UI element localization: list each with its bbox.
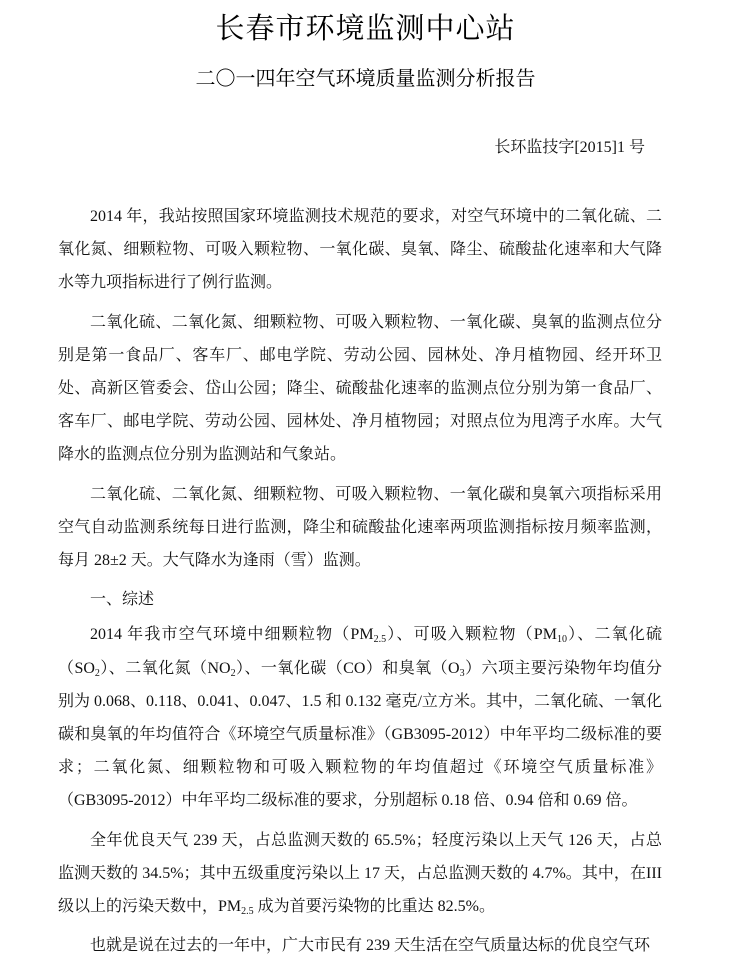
text-segment: ）、二氧化氮（NO <box>99 659 231 677</box>
document-subtitle: 二〇一四年空气环境质量监测分析报告 <box>195 66 536 90</box>
section-heading-summary: 一、综述 <box>90 591 155 609</box>
paragraph-annual-averages <box>58 618 662 817</box>
text-segment: ）、可吸入颗粒物（PM <box>386 626 557 644</box>
paragraph-conclusion: 也就是说在过去的一年中，广大市民有 239 天生活在空气质量达标的优良空气环 <box>90 937 651 955</box>
paragraph-monitoring-sites: 二氧化硫、二氧化氮、细颗粒物、可吸入颗粒物、一氧化碳、臭氧的监测点位分别是第一食品厂、客车厂、邮电学院、劳动公园、园林处、净月植物园、经开环卫处、高新区管委会、岱山公园；降尘、硫酸盐化速率的监测点位分别为第一食品厂、客车厂、邮电学院、劳动公园、园林处、净月植物园；对照点位为甩湾子水库。大气降水的监测点位分别为监测站和气象站。 <box>58 313 662 464</box>
text-segment: ）六项主要污染物年均值分别为 0.068、0.118、0.041、0.047、1.5 和 0.132 毫克/立方米。其中，二氧化硫、一氧化碳和臭氧的年均值符合《环境空气质量标准》（GB3095-2012）中年平均二级标准的要求；二氧化氮、细颗粒物和可吸入颗粒物的年均值超过《环境空气质量标准》（GB3095-2012）中年平均二级标准的要求，分别超标 0.18 倍、0.94 倍和 0.69 倍。 <box>58 659 662 810</box>
subscript: 10 <box>556 634 567 646</box>
text-segment: 2014 年我市空气环境中细颗粒物（PM <box>90 626 374 644</box>
subscript: 2 <box>94 667 100 679</box>
subscript: 2.5 <box>241 906 254 918</box>
subscript: 2.5 <box>373 634 387 646</box>
paragraph-monitoring-scope: 2014 年，我站按照国家环境监测技术规范的要求，对空气环境中的二氧化硫、二氧化氮、细颗粒物、可吸入颗粒物、一氧化碳、臭氧、降尘、硫酸盐化速率和大气降水等九项指标进行了例行监测。 <box>58 208 662 292</box>
document-number: 长环监技字[2015]1 号 <box>494 139 645 156</box>
document-body <box>58 200 662 968</box>
text-segment: ）、一氧化碳（CO）和臭氧（O <box>235 659 460 677</box>
text-segment: 全年优良天气 239 天，占总监测天数的 65.5%；轻度污染以上天气 126 天，占总监测天数的 34.5%；其中五级重度污染以上 17 天，占总监测天数的 4.7%。其中，在III级以上的污染天数中，PM <box>58 831 662 916</box>
text-segment: ）、二氧化硫（SO <box>58 626 662 677</box>
paragraph-air-quality-days <box>58 824 662 924</box>
subscript: 2 <box>230 667 236 679</box>
subscript: 3 <box>459 667 465 679</box>
text-segment: 成为首要污染物的比重达 82.5%。 <box>253 898 495 916</box>
paragraph-monitoring-frequency: 二氧化硫、二氧化氮、细颗粒物、可吸入颗粒物、一氧化碳和臭氧六项指标采用空气自动监测系统每日进行监测，降尘和硫酸盐化速率两项监测指标按月频率监测，每月 28±2 天。大气降水为逢雨（雪）监测。 <box>58 485 662 570</box>
document-title: 长春市环境监测中心站 <box>215 11 516 45</box>
